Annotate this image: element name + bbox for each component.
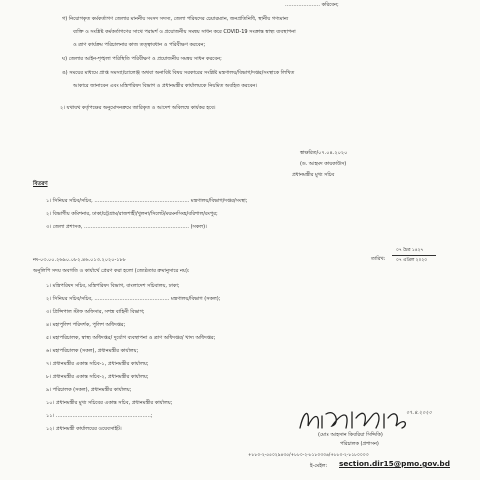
distribution-item-3: ৩। জেলা প্রশাসক, ……………………………………………………… (সকল)। [46, 224, 207, 230]
distribution-heading: বিতরণ [33, 181, 48, 187]
item-ga-line1: গ) নিয়োগকৃত কর্মকর্তাগণ জেলার মাননীয় সংসদ সদস্য, জেলা পরিষদের চেয়ারম্যান, জনপ্রতিনিধি, স্থানীয় গণ্যমান্য [62, 16, 289, 22]
clipped-line: ………………… করিবেন; [285, 2, 339, 8]
copy-item-11: ১১। …………………………………………………; [46, 413, 153, 419]
item-uma-line2: আকারে জানাবেন এবং মন্ত্রিপরিষদ বিভাগ ও প্রধানমন্ত্রীর কার্যালয়কে নিয়মিত অবহিত করবেন। [73, 83, 258, 89]
memo-number: নং-০৩.০০.২৬৯০.০৮২.৪৬.০১৩.২০২০-১৮৮ [33, 257, 127, 263]
email-link[interactable]: section.dir15@pmo.gov.bd [339, 459, 450, 468]
copy-item-6: ৬। মহাপরিচালক (সকল), প্রধানমন্ত্রীর কার্যালয়; [46, 348, 139, 354]
copy-item-4: ৪। মহাপুলিশ পরিদর্শক, পুলিশ অধিদপ্তর; [46, 322, 126, 328]
item-2: ২। যথাযথ কর্তৃপক্ষের অনুমোদনক্রমে জারিকৃত ও আদেশ অবিলম্বে কার্যকর হবে। [60, 105, 216, 111]
signature2-title: পরিচালক (প্রশাসন) [340, 441, 379, 447]
copy-item-8: ৮। প্রধানমন্ত্রীর একান্ত সচিব-২, প্রধানমন্ত্রীর কার্যালয়; [46, 374, 149, 380]
item-ga-line2: ব্যক্তি ও সংশ্লিষ্ট কর্মকর্তাগণের সাথে পরামর্শ ও প্রয়োজনীয় সমন্বয় সাধন করে COVID-19 সংক্রান্ত স্বাস্থ্য ব্যবস্থাপনা [73, 29, 296, 35]
signature2-phone: +৮৮০-২-৫৫০২৯৪৩৫/+৮৮০-২-৮১৮০৩৩৬/+৮৮০-২-৮১৮০০০৩ [248, 453, 369, 458]
email-label: ই-মেইল: [310, 463, 328, 469]
signature2-date: ০৭.৪.২০২০ [406, 410, 432, 416]
signature2-name: (মোঃ আহসান কিবরিয়া সিদ্দিকি) [318, 432, 383, 438]
copy-item-10: ১০। প্রধানমন্ত্রীর মুখ্য সচিবের একান্ত সচিব, প্রধানমন্ত্রীর কার্যালয়; [46, 400, 173, 406]
copy-item-12: ১২। প্রধানমন্ত্রী কার্যালয়ের ওয়েবসাইট। [46, 426, 122, 432]
date-divider [392, 255, 436, 256]
date-bengali: ০৭ চৈত্র ১৪২৭ [396, 248, 424, 253]
copy-item-2: ২। সিনিয়র সচিব/সচিব, ……………………………………… মন্ত্রণালয়/বিভাগ (সকল); [46, 296, 221, 302]
copy-item-9: ৯। পরিচালক (সকল), প্রধানমন্ত্রীর কার্যালয়; [46, 387, 132, 393]
signature1-name: (ড. আহমদ কায়কাউস) [300, 161, 347, 167]
copy-item-1: ১। মন্ত্রিপরিষদ সচিব, মন্ত্রিপরিষদ বিভাগ, বাংলাদেশ সচিবালয়, ঢাকা; [46, 283, 180, 289]
date-label: তারিখ: [371, 256, 386, 262]
handwritten-signature [296, 404, 436, 434]
distribution-item-2: ২। বিভাগীয় কমিশনার, ঢাকা/চট্টগ্রাম/রাজশাহী/খুলনা/সিলেট/ময়মনসিংহ/বরিশাল/রংপুর; [46, 211, 218, 217]
date-english: ০৭ এপ্রিল ২০২০ [396, 258, 428, 263]
item-uma-line1: ঙ) সময়ের মাধ্যমে প্রাপ্ত সমস্যা/চ্যালেঞ্জ অথবা অনাবিষ্ট বিষয় সরকারের সংশ্লিষ্ট মন্ত্রণালয়/বিভাগ/দপ্তর/সংস্থাকে লিখিত [62, 70, 295, 76]
copy-item-7: ৭। প্রধানমন্ত্রীর একান্ত সচিব-১, প্রধানমন্ত্রীর কার্যালয়; [46, 361, 149, 367]
item-ga-line3: ও ত্রাণ কার্যক্রম পরিচালনার কাজ তত্ত্বাবধান ও পরিবীক্ষণ করবেন; [73, 42, 206, 48]
copy-item-5: ৫। মহাপরিচালক, স্বাস্থ্য অধিদপ্তর/ দুর্যোগ ব্যবস্থাপনা ও ত্রাণ অধিদপ্তর/ খাদ্য অধিদপ্তর; [46, 335, 216, 341]
signature1-title: প্রধানমন্ত্রীর মুখ্য সচিব [292, 172, 335, 178]
copy-heading: অনুলিপি সদয় অবগতি ও কার্যার্থে প্রেরণ করা হলো (জ্যেষ্ঠতার ক্রমানুসারে নয়): [33, 268, 190, 274]
distribution-item-1: ১। সিনিয়র সচিব/সচিব, ………………………………………………… মন্ত্রণালয়/বিভাগ/দপ্তর/সংস্থা; [46, 198, 248, 204]
copy-item-3: ৩। প্রিন্সিপাল স্টাফ অফিসার, সশস্ত্র বাহিনী বিভাগ; [46, 309, 145, 315]
signature1-signed: স্বাক্ষরিত/০৭.০৪.২০২০ [300, 150, 348, 156]
item-gha: ঘ) জেলার আইন-শৃঙ্খলা পরিস্থিতি পরিবীক্ষণ ও প্রয়োজনীয় সমন্বয় সাধন করবেন; [62, 56, 222, 62]
